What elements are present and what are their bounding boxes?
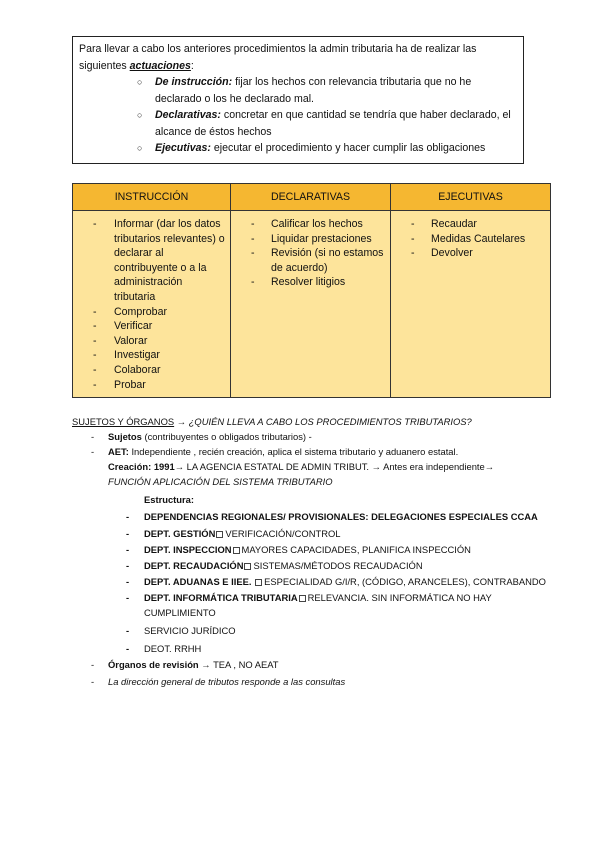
estructura-label: Estructura:: [144, 494, 195, 505]
intro-colon: :: [190, 59, 194, 72]
item-term: Ejecutivas:: [155, 142, 211, 154]
list-item: [72, 526, 552, 541]
list-item: [72, 574, 552, 589]
item-text: concretar en que cantidad se tendría que haber declarado, el alcance de éstos hechos: [155, 109, 511, 138]
direccion-text: La dirección general de tributos responde a las consultas: [108, 676, 346, 687]
list-item: [72, 558, 552, 573]
dept-desc: SERVICIO JURÍDICO: [144, 625, 236, 636]
checkbox-icon: [233, 547, 240, 554]
funcion-text: FUNCIÓN APLICACIÓN DEL SISTEMA TRIBUTARIO: [108, 476, 333, 487]
list-item: [72, 657, 552, 672]
dept-name: DEPT. INFORMÁTICA TRIBUTARIA: [144, 592, 298, 603]
sujetos-section: [72, 414, 552, 689]
item-text: ejecutar el procedimiento y hacer cumplir las obligaciones: [210, 142, 486, 154]
list-item: - Verificar: [77, 319, 226, 334]
organos-text: → TEA , NO AEAT: [198, 659, 279, 670]
list-item: - Calificar los hechos: [235, 217, 386, 232]
list-item: [72, 444, 552, 459]
list-item: - Medidas Cautelares: [395, 232, 546, 247]
list-item: [72, 509, 552, 524]
dept-desc: DEOT. RRHH: [144, 643, 202, 654]
organos-list: [72, 657, 552, 689]
actuaciones-term: actuaciones: [129, 59, 191, 72]
item-text: fijar los hechos con relevancia tributaria que no he declarado o los he declarado mal.: [155, 76, 472, 105]
cell-declarativas: [231, 211, 391, 398]
list-item: [72, 623, 552, 638]
dept-desc: VERIFICACIÓN/CONTROL: [225, 528, 341, 539]
list-item: - Informar (dar los datos tributarios relevantes) o declarar al contribuyente o a la administración tributaria: [77, 217, 226, 305]
list-item: [72, 429, 552, 444]
section-title-question: → ¿QUIÉN LLEVA A CABO LOS PROCEDIMIENTOS TRIBUTARIOS?: [174, 416, 472, 427]
list-item: - Revisión (si no estamos de acuerdo): [235, 246, 386, 275]
list-item: [137, 74, 517, 107]
sujetos-label: Sujetos: [108, 431, 142, 442]
actuaciones-table: [72, 183, 551, 398]
item-term: De instrucción:: [155, 76, 233, 88]
cell-ejecutivas: [391, 211, 551, 398]
intro-text: [79, 41, 517, 74]
sujetos-text: (contribuyentes o obligados tributarios) -: [141, 431, 312, 442]
list-item: - Devolver: [395, 246, 546, 261]
creacion-label: Creación: 1991: [108, 461, 175, 472]
checkbox-icon: [299, 595, 306, 602]
aet-label: AET:: [108, 446, 129, 457]
creacion-text: → LA AGENCIA ESTATAL DE ADMIN TRIBUT. → Antes era independiente→: [174, 461, 495, 472]
dept-name: DEPT. INSPECCION: [144, 544, 232, 555]
estructura-list: [72, 509, 552, 656]
list-item: - Valorar: [77, 334, 226, 349]
list-item: [72, 590, 552, 620]
list-item: - Probar: [77, 378, 226, 393]
dept-name: DEPENDENCIAS REGIONALES/ PROVISIONALES: DELEGACIONES ESPECIALES CCAA: [144, 511, 538, 522]
dept-name: DEPT. ADUANAS E IIEE.: [144, 576, 252, 587]
sujetos-list: [72, 429, 552, 459]
checkbox-icon: [255, 579, 262, 586]
funcion-line: [72, 474, 552, 489]
dept-name: DEPT. GESTIÓN: [144, 528, 216, 539]
checkbox-icon: [216, 531, 223, 538]
organos-label: Órganos de revisión: [108, 659, 199, 670]
checkbox-icon: [244, 563, 251, 570]
section-title-main: SUJETOS Y ÓRGANOS: [72, 416, 175, 427]
cell-instruccion: [73, 211, 231, 398]
creacion-line: [72, 459, 552, 474]
dept-desc: SISTEMAS/MÉTODOS RECAUDACIÓN: [253, 560, 423, 571]
list-item: - Recaudar: [395, 217, 546, 232]
list-item: [137, 140, 517, 157]
list-item: - Investigar: [77, 348, 226, 363]
dept-desc: RELEVANCIA. SIN INFORMÁTICA NO HAY CUMPLIMIENTO: [144, 592, 492, 618]
list-item: - Resolver litigios: [235, 275, 386, 290]
list-item: [72, 674, 552, 689]
header-declarativas: DECLARATIVAS: [231, 184, 391, 211]
dept-desc: MAYORES CAPACIDADES, PLANIFICA INSPECCIÓN: [241, 544, 471, 555]
dept-name: DEPT. RECAUDACIÓN: [144, 560, 244, 571]
intro-line-2: siguientes: [79, 59, 130, 72]
list-item: - Colaborar: [77, 363, 226, 378]
dept-desc: ESPECIALIDAD G/I/R, (CÓDIGO, ARANCELES), CONTRABANDO: [264, 576, 546, 587]
list-item: [137, 107, 517, 140]
actuaciones-box: [72, 36, 524, 164]
aet-text: Independiente , recién creación, aplica el sistema tributario y aduanero estatal.: [128, 446, 459, 457]
list-item: [72, 641, 552, 656]
list-item: - Liquidar prestaciones: [235, 232, 386, 247]
list-item: [72, 542, 552, 557]
header-instruccion: INSTRUCCIÓN: [73, 184, 231, 211]
list-item: - Comprobar: [77, 305, 226, 320]
intro-line-1: Para llevar a cabo los anteriores procedimientos la admin tributaria ha de realizar las: [79, 43, 477, 55]
item-term: Declarativas:: [155, 109, 221, 121]
header-ejecutivas: EJECUTIVAS: [391, 184, 551, 211]
section-title: [72, 414, 552, 429]
actuaciones-list: [79, 74, 517, 157]
